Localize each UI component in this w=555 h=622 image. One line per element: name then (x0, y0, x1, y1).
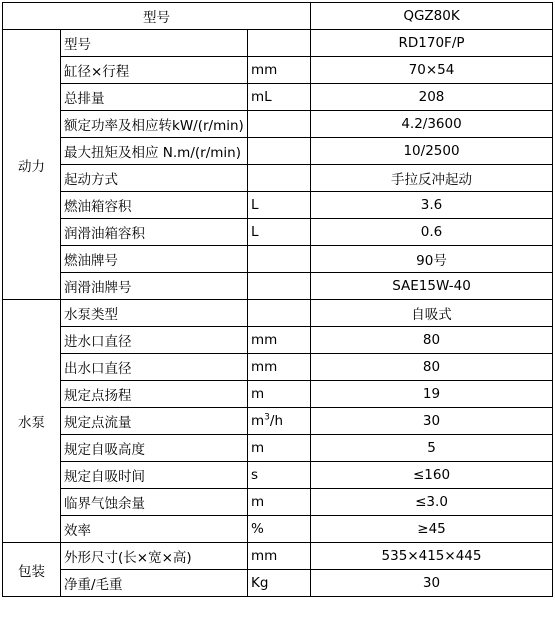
param-value: 30 (311, 570, 553, 597)
table-row (3, 435, 553, 462)
table-row (3, 246, 553, 273)
param-name: 总排量 (61, 84, 248, 111)
param-name: 规定点流量 (61, 408, 248, 435)
param-value: 0.6 (311, 219, 553, 246)
group-label-power: 动力 (3, 30, 61, 300)
table-row (3, 273, 553, 300)
param-value: 4.2/3600 (311, 111, 553, 138)
table-row (3, 111, 553, 138)
param-name: 起动方式 (61, 165, 248, 192)
table-row (3, 543, 553, 570)
table-row (3, 516, 553, 543)
param-name: 型号 (61, 30, 248, 57)
header-label: 型号 (3, 3, 311, 30)
param-name: 润滑油箱容积 (61, 219, 248, 246)
table-row (3, 84, 553, 111)
param-unit (248, 138, 311, 165)
param-value: 535×415×445 (311, 543, 553, 570)
param-value: SAE15W-40 (311, 273, 553, 300)
table-row (3, 219, 553, 246)
param-name: 额定功率及相应转kW/(r/min) (61, 111, 248, 138)
param-unit: % (248, 516, 311, 543)
param-name: 规定点扬程 (61, 381, 248, 408)
table-row (3, 462, 553, 489)
param-value: RD170F/P (311, 30, 553, 57)
param-name: 规定自吸时间 (61, 462, 248, 489)
param-value: 19 (311, 381, 553, 408)
param-name: 燃油箱容积 (61, 192, 248, 219)
param-unit (248, 111, 311, 138)
param-unit (248, 273, 311, 300)
param-unit (248, 246, 311, 273)
header-row (3, 3, 553, 30)
param-name: 规定自吸高度 (61, 435, 248, 462)
param-unit: mm (248, 327, 311, 354)
param-unit: L (248, 219, 311, 246)
param-value: 5 (311, 435, 553, 462)
table-row (3, 165, 553, 192)
table-row (3, 408, 553, 435)
param-unit (248, 30, 311, 57)
param-unit: mm (248, 354, 311, 381)
table-row (3, 354, 553, 381)
group-label-packing: 包装 (3, 543, 61, 597)
table-row (3, 489, 553, 516)
param-unit: mm (248, 57, 311, 84)
param-unit: m (248, 489, 311, 516)
param-name: 临界气蚀余量 (61, 489, 248, 516)
param-unit: L (248, 192, 311, 219)
spec-table (2, 2, 553, 597)
param-name: 外形尺寸(长×宽×高) (61, 543, 248, 570)
param-value: 208 (311, 84, 553, 111)
param-name: 进水口直径 (61, 327, 248, 354)
table-row (3, 381, 553, 408)
param-value: 10/2500 (311, 138, 553, 165)
table-row (3, 30, 553, 57)
table-row (3, 300, 553, 327)
table-row (3, 57, 553, 84)
param-unit: mL (248, 84, 311, 111)
param-unit: $m^3/h$ (248, 408, 311, 435)
header-model-value: QGZ80K (311, 3, 553, 30)
param-value: 3.6 (311, 192, 553, 219)
table-row (3, 570, 553, 597)
param-name: 缸径×行程 (61, 57, 248, 84)
param-unit: m (248, 381, 311, 408)
param-value: 90号 (311, 246, 553, 273)
param-name: 润滑油牌号 (61, 273, 248, 300)
param-value: 80 (311, 327, 553, 354)
param-value: 30 (311, 408, 553, 435)
param-value: ≥45 (311, 516, 553, 543)
param-name: 效率 (61, 516, 248, 543)
param-name: 净重/毛重 (61, 570, 248, 597)
param-value: 70×54 (311, 57, 553, 84)
param-name: 燃油牌号 (61, 246, 248, 273)
param-name: 最大扭矩及相应 N.m/(r/min) (61, 138, 248, 165)
param-unit: m (248, 435, 311, 462)
param-unit (248, 300, 311, 327)
param-value: 自吸式 (311, 300, 553, 327)
table-row (3, 327, 553, 354)
table-row (3, 192, 553, 219)
table-row (3, 138, 553, 165)
param-value: ≤160 (311, 462, 553, 489)
param-value: 手拉反冲起动 (311, 165, 553, 192)
param-name: 出水口直径 (61, 354, 248, 381)
param-unit: Kg (248, 570, 311, 597)
group-label-pump: 水泵 (3, 300, 61, 543)
param-unit: mm (248, 543, 311, 570)
param-name: 水泵类型 (61, 300, 248, 327)
param-value: 80 (311, 354, 553, 381)
param-unit (248, 165, 311, 192)
param-value: ≤3.0 (311, 489, 553, 516)
param-unit: s (248, 462, 311, 489)
